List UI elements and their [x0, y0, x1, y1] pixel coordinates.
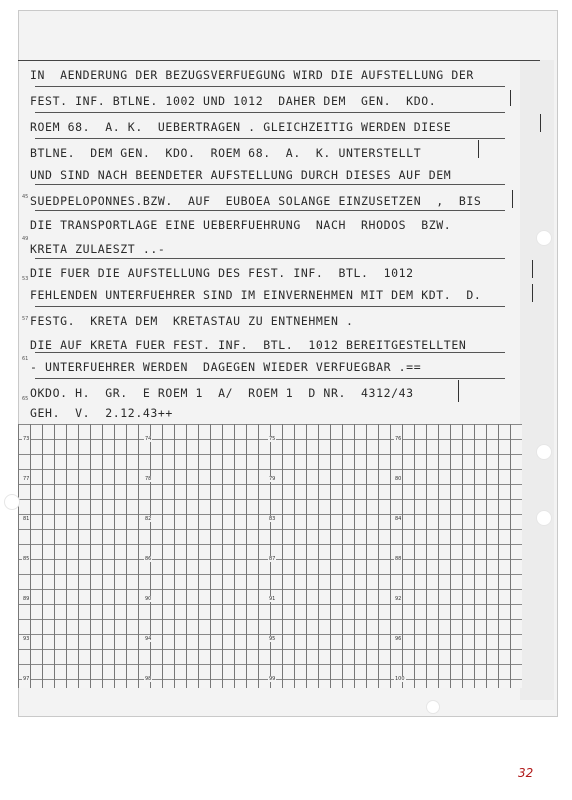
archive-page-number: 32 — [518, 766, 534, 780]
tape-strip-edge — [35, 112, 505, 113]
tape-strip-edge — [35, 138, 505, 139]
form-top-rule — [18, 60, 540, 61]
tape-strip-edge — [35, 352, 505, 353]
tape-strip-end — [512, 190, 513, 208]
tape-strip-edge — [35, 378, 505, 379]
telegram-line: KRETA ZULAESZT ..- — [30, 242, 166, 256]
grid-column-label: 90 — [145, 596, 152, 602]
tape-strip-end — [532, 284, 533, 302]
margin-line-number: 57 — [22, 316, 29, 322]
grid-row-label: 81 — [23, 516, 30, 522]
grid-column-label: 99 — [269, 676, 276, 682]
tape-strip-end — [540, 114, 541, 132]
telegram-line: UND SIND NACH BEENDETER AUFSTELLUNG DURCH DIESES AUF DEM — [30, 168, 452, 182]
telegram-line: FEST. INF. BTLNE. 1002 UND 1012 DAHER DEM GEN. KDO. — [30, 94, 437, 108]
grid-column-label: 96 — [395, 636, 402, 642]
telegram-line: ROEM 68. A. K. UEBERTRAGEN . GLEICHZEITIG WERDEN DIESE — [30, 120, 452, 134]
tape-strip-edge — [35, 86, 505, 87]
telegram-line: DIE TRANSPORTLAGE EINE UEBERFUEHRUNG NACH RHODOS BZW. — [30, 218, 452, 232]
margin-line-number: 61 — [22, 356, 29, 362]
grid-column-label: 87 — [269, 556, 276, 562]
telegram-line: FESTG. KRETA DEM KRETASTAU ZU ENTNEHMEN . — [30, 314, 354, 328]
punch-hole — [4, 494, 20, 510]
margin-line-number: 49 — [22, 236, 29, 242]
punch-hole — [426, 700, 440, 714]
telegram-line: DIE AUF KRETA FUER FEST. INF. BTL. 1012 BEREITGESTELLTEN — [30, 338, 467, 352]
form-edge-strip — [520, 60, 554, 700]
telegram-line: OKDO. H. GR. E ROEM 1 A/ ROEM 1 D NR. 4312/43 — [30, 386, 414, 400]
grid-column-label: 79 — [269, 476, 276, 482]
grid-column-label: 95 — [269, 636, 276, 642]
tape-strip-edge — [35, 258, 505, 259]
margin-line-number: 65 — [22, 396, 29, 402]
telegram-line: DIE FUER DIE AUFSTELLUNG DES FEST. INF. BTL. 1012 — [30, 266, 414, 280]
grid-column-label: 76 — [395, 436, 402, 442]
grid-row-label: 93 — [23, 636, 30, 642]
grid-column-label: 82 — [145, 516, 152, 522]
grid-column-label: 80 — [395, 476, 402, 482]
tape-strip-end — [532, 260, 533, 278]
grid-row-label: 73 — [23, 436, 30, 442]
telegram-line: FEHLENDEN UNTERFUEHRER SIND IM EINVERNEHMEN MIT DEM KDT. D. — [30, 288, 482, 302]
telegram-line: SUEDPELOPONNES.BZW. AUF EUBOEA SOLANGE EINZUSETZEN , BIS — [30, 194, 482, 208]
tape-strip-edge — [35, 184, 505, 185]
telegram-line: GEH. V. 2.12.43++ — [30, 406, 173, 420]
grid-column-label: 92 — [395, 596, 402, 602]
grid-column-label: 94 — [145, 636, 152, 642]
grid-column-label: 100 — [395, 676, 405, 682]
tape-strip-end — [478, 140, 479, 158]
telegram-line: - UNTERFUEHRER WERDEN DAGEGEN WIEDER VERFUEGBAR .== — [30, 360, 422, 374]
grid-column-label: 83 — [269, 516, 276, 522]
grid-column-label: 84 — [395, 516, 402, 522]
grid-column-label: 88 — [395, 556, 402, 562]
tape-strip-edge — [35, 210, 505, 211]
tape-strip-end — [458, 380, 459, 402]
grid-row-label: 97 — [23, 676, 30, 682]
grid-row-label: 77 — [23, 476, 30, 482]
grid-column-label: 78 — [145, 476, 152, 482]
margin-line-number: 53 — [22, 276, 29, 282]
grid-column-label: 86 — [145, 556, 152, 562]
punch-hole — [536, 510, 552, 526]
punch-hole — [536, 230, 552, 246]
telegram-line: BTLNE. DEM GEN. KDO. ROEM 68. A. K. UNTERSTELLT — [30, 146, 422, 160]
grid-row-label: 85 — [23, 556, 30, 562]
grid-column-label: 74 — [145, 436, 152, 442]
tape-strip-end — [510, 90, 511, 106]
grid-row-label: 89 — [23, 596, 30, 602]
grid-column-label: 98 — [145, 676, 152, 682]
grid-column-label: 91 — [269, 596, 276, 602]
tape-strip-edge — [35, 306, 505, 307]
punch-hole — [536, 444, 552, 460]
margin-line-number: 45 — [22, 194, 29, 200]
telegram-line: IN AENDERUNG DER BEZUGSVERFUEGUNG WIRD DIE AUFSTELLUNG DER — [30, 68, 474, 82]
grid-column-label: 75 — [269, 436, 276, 442]
